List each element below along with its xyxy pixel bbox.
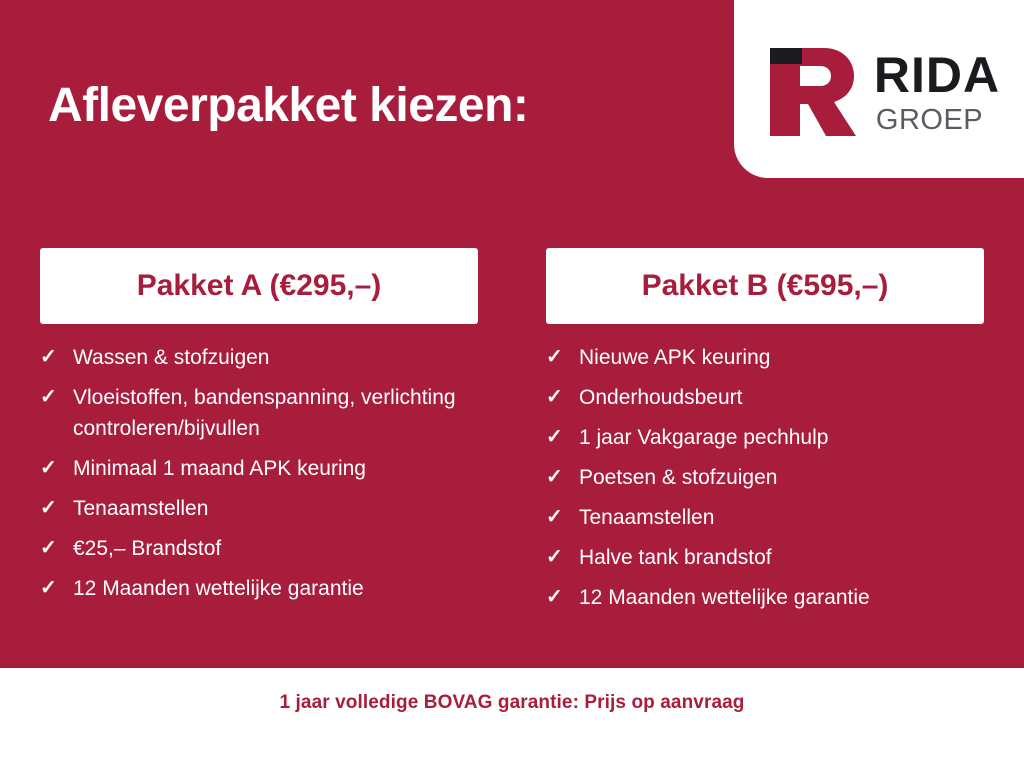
list-item — [40, 453, 478, 484]
package-columns — [40, 248, 984, 623]
check-icon: ✓ — [40, 537, 57, 560]
list-item-label: Poetsen & stofzuigen — [579, 466, 778, 490]
check-icon: ✓ — [546, 386, 563, 409]
list-item-label: Minimaal 1 maand APK keuring — [73, 457, 366, 481]
list-item — [40, 493, 478, 524]
logo-line-1: RIDA — [873, 46, 1001, 103]
page-title: Afleverpakket kiezen: — [48, 79, 529, 132]
list-item — [546, 342, 984, 373]
footer-note: 1 jaar volledige BOVAG garantie: Prijs op aanvraag — [279, 692, 745, 713]
list-item-label: 12 Maanden wettelijke garantie — [73, 577, 364, 601]
list-item — [546, 422, 984, 453]
list-item-label: Wassen & stofzuigen — [73, 346, 270, 369]
package-b-title[interactable]: Pakket B (€595,–) — [546, 248, 984, 324]
list-item-label: Tenaamstellen — [579, 506, 715, 530]
check-icon: ✓ — [40, 386, 57, 409]
list-item-label: Nieuwe APK keuring — [579, 346, 771, 369]
package-column-a — [40, 248, 478, 623]
list-item — [546, 582, 984, 613]
check-icon: ✓ — [40, 457, 57, 480]
list-item — [40, 533, 478, 564]
check-icon: ✓ — [546, 546, 563, 569]
bottom-strip — [0, 668, 1024, 768]
package-column-b — [546, 248, 984, 623]
list-item — [546, 542, 984, 573]
check-icon: ✓ — [546, 346, 563, 368]
list-item-label: Halve tank brandstof — [579, 546, 772, 570]
list-item — [40, 382, 478, 444]
check-icon: ✓ — [546, 586, 563, 609]
check-icon: ✓ — [546, 426, 563, 449]
logo-line-2: GROEP — [875, 103, 984, 136]
check-icon: ✓ — [546, 466, 563, 489]
check-icon: ✓ — [40, 346, 57, 368]
list-item-label: €25,– Brandstof — [73, 537, 222, 561]
check-icon: ✓ — [40, 577, 57, 600]
list-item-label: 12 Maanden wettelijke garantie — [579, 586, 870, 610]
list-item — [546, 382, 984, 413]
package-a-title[interactable]: Pakket A (€295,–) — [40, 248, 478, 324]
list-item — [546, 502, 984, 533]
list-item-label: 1 jaar Vakgarage pechhulp — [579, 426, 829, 450]
list-item — [40, 573, 478, 604]
check-icon: ✓ — [546, 506, 563, 529]
list-item-label: Tenaamstellen — [73, 497, 209, 521]
package-b-items — [546, 342, 984, 614]
package-a-items — [40, 342, 478, 605]
check-icon: ✓ — [40, 497, 57, 520]
list-item — [546, 462, 984, 493]
list-item-label: Vloeistoffen, bandenspanning, verlichting controleren/bijvullen — [73, 386, 456, 441]
rida-r-monogram-icon — [764, 44, 860, 140]
list-item — [40, 342, 478, 373]
list-item-label: Onderhoudsbeurt — [579, 386, 743, 410]
logo-block — [734, 0, 1024, 178]
